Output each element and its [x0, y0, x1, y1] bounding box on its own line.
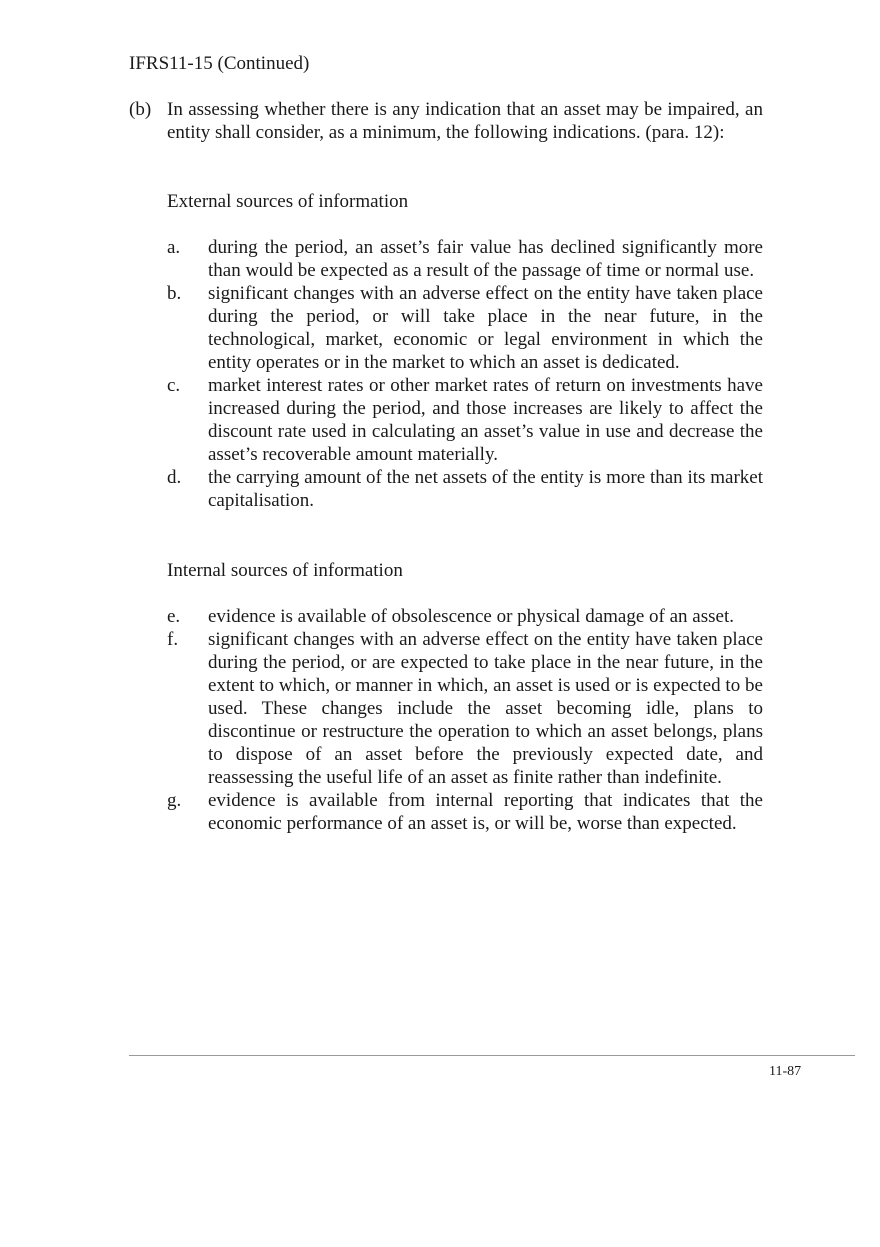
list-item-f — [167, 628, 763, 789]
page-number: 11-87 — [769, 1064, 802, 1079]
list-marker: c. — [167, 375, 181, 396]
list-item-text: significant changes with an adverse effect on the entity have taken place during the period, or are expected to take place in the near future, in the extent to which, or manner in which, an asset is used or is expected to be used. These changes include the asset becoming idle, plans to discontinue or restructure the operation to which an asset belongs, plans to dispose of an asset before the previously expected date, and reassessing the useful life of an asset as finite rather than indefinite. — [208, 629, 763, 788]
list-item-text: the carrying amount of the net assets of the entity is more than its market capitalisation. — [208, 467, 763, 511]
list-marker: g. — [167, 790, 182, 811]
list-marker: f. — [167, 629, 179, 650]
external-sources-title: External sources of information — [167, 191, 409, 212]
intro-marker: (b) — [129, 99, 152, 120]
list-item-d — [167, 466, 763, 512]
external-sources-list — [167, 236, 763, 512]
page-heading: IFRS11-15 (Continued) — [129, 53, 310, 74]
list-marker: a. — [167, 237, 181, 258]
internal-sources-list — [167, 605, 763, 835]
list-item-text: evidence is available from internal reporting that indicates that the economic performance of an asset is, or will be, worse than expected. — [208, 790, 763, 834]
list-item-b — [167, 282, 763, 374]
footer-rule — [129, 1055, 855, 1056]
list-item-c — [167, 374, 763, 466]
list-item-a — [167, 236, 763, 282]
list-item-text: evidence is available of obsolescence or physical damage of an asset. — [208, 606, 734, 627]
list-item-text: during the period, an asset’s fair value has declined significantly more than would be expected as a result of the passage of time or normal use. — [208, 237, 763, 281]
list-marker: d. — [167, 467, 182, 488]
intro-paragraph — [129, 98, 763, 144]
list-marker: b. — [167, 283, 182, 304]
list-item-e — [167, 605, 763, 628]
intro-text: In assessing whether there is any indication that an asset may be impaired, an entity shall consider, as a minimum, the following indications. (para. 12): — [167, 99, 763, 143]
internal-sources-title: Internal sources of information — [167, 560, 403, 581]
list-item-text: market interest rates or other market rates of return on investments have increased during the period, and those increases are likely to affect the discount rate used in calculating an asset’s value in use and decrease the asset’s recoverable amount materially. — [208, 375, 763, 465]
list-item-g — [167, 789, 763, 835]
list-marker: e. — [167, 606, 181, 627]
list-item-text: significant changes with an adverse effect on the entity have taken place during the period, or will take place in the near future, in the technological, market, economic or legal environment in which the entity operates or in the market to which an asset is dedicated. — [208, 283, 763, 373]
